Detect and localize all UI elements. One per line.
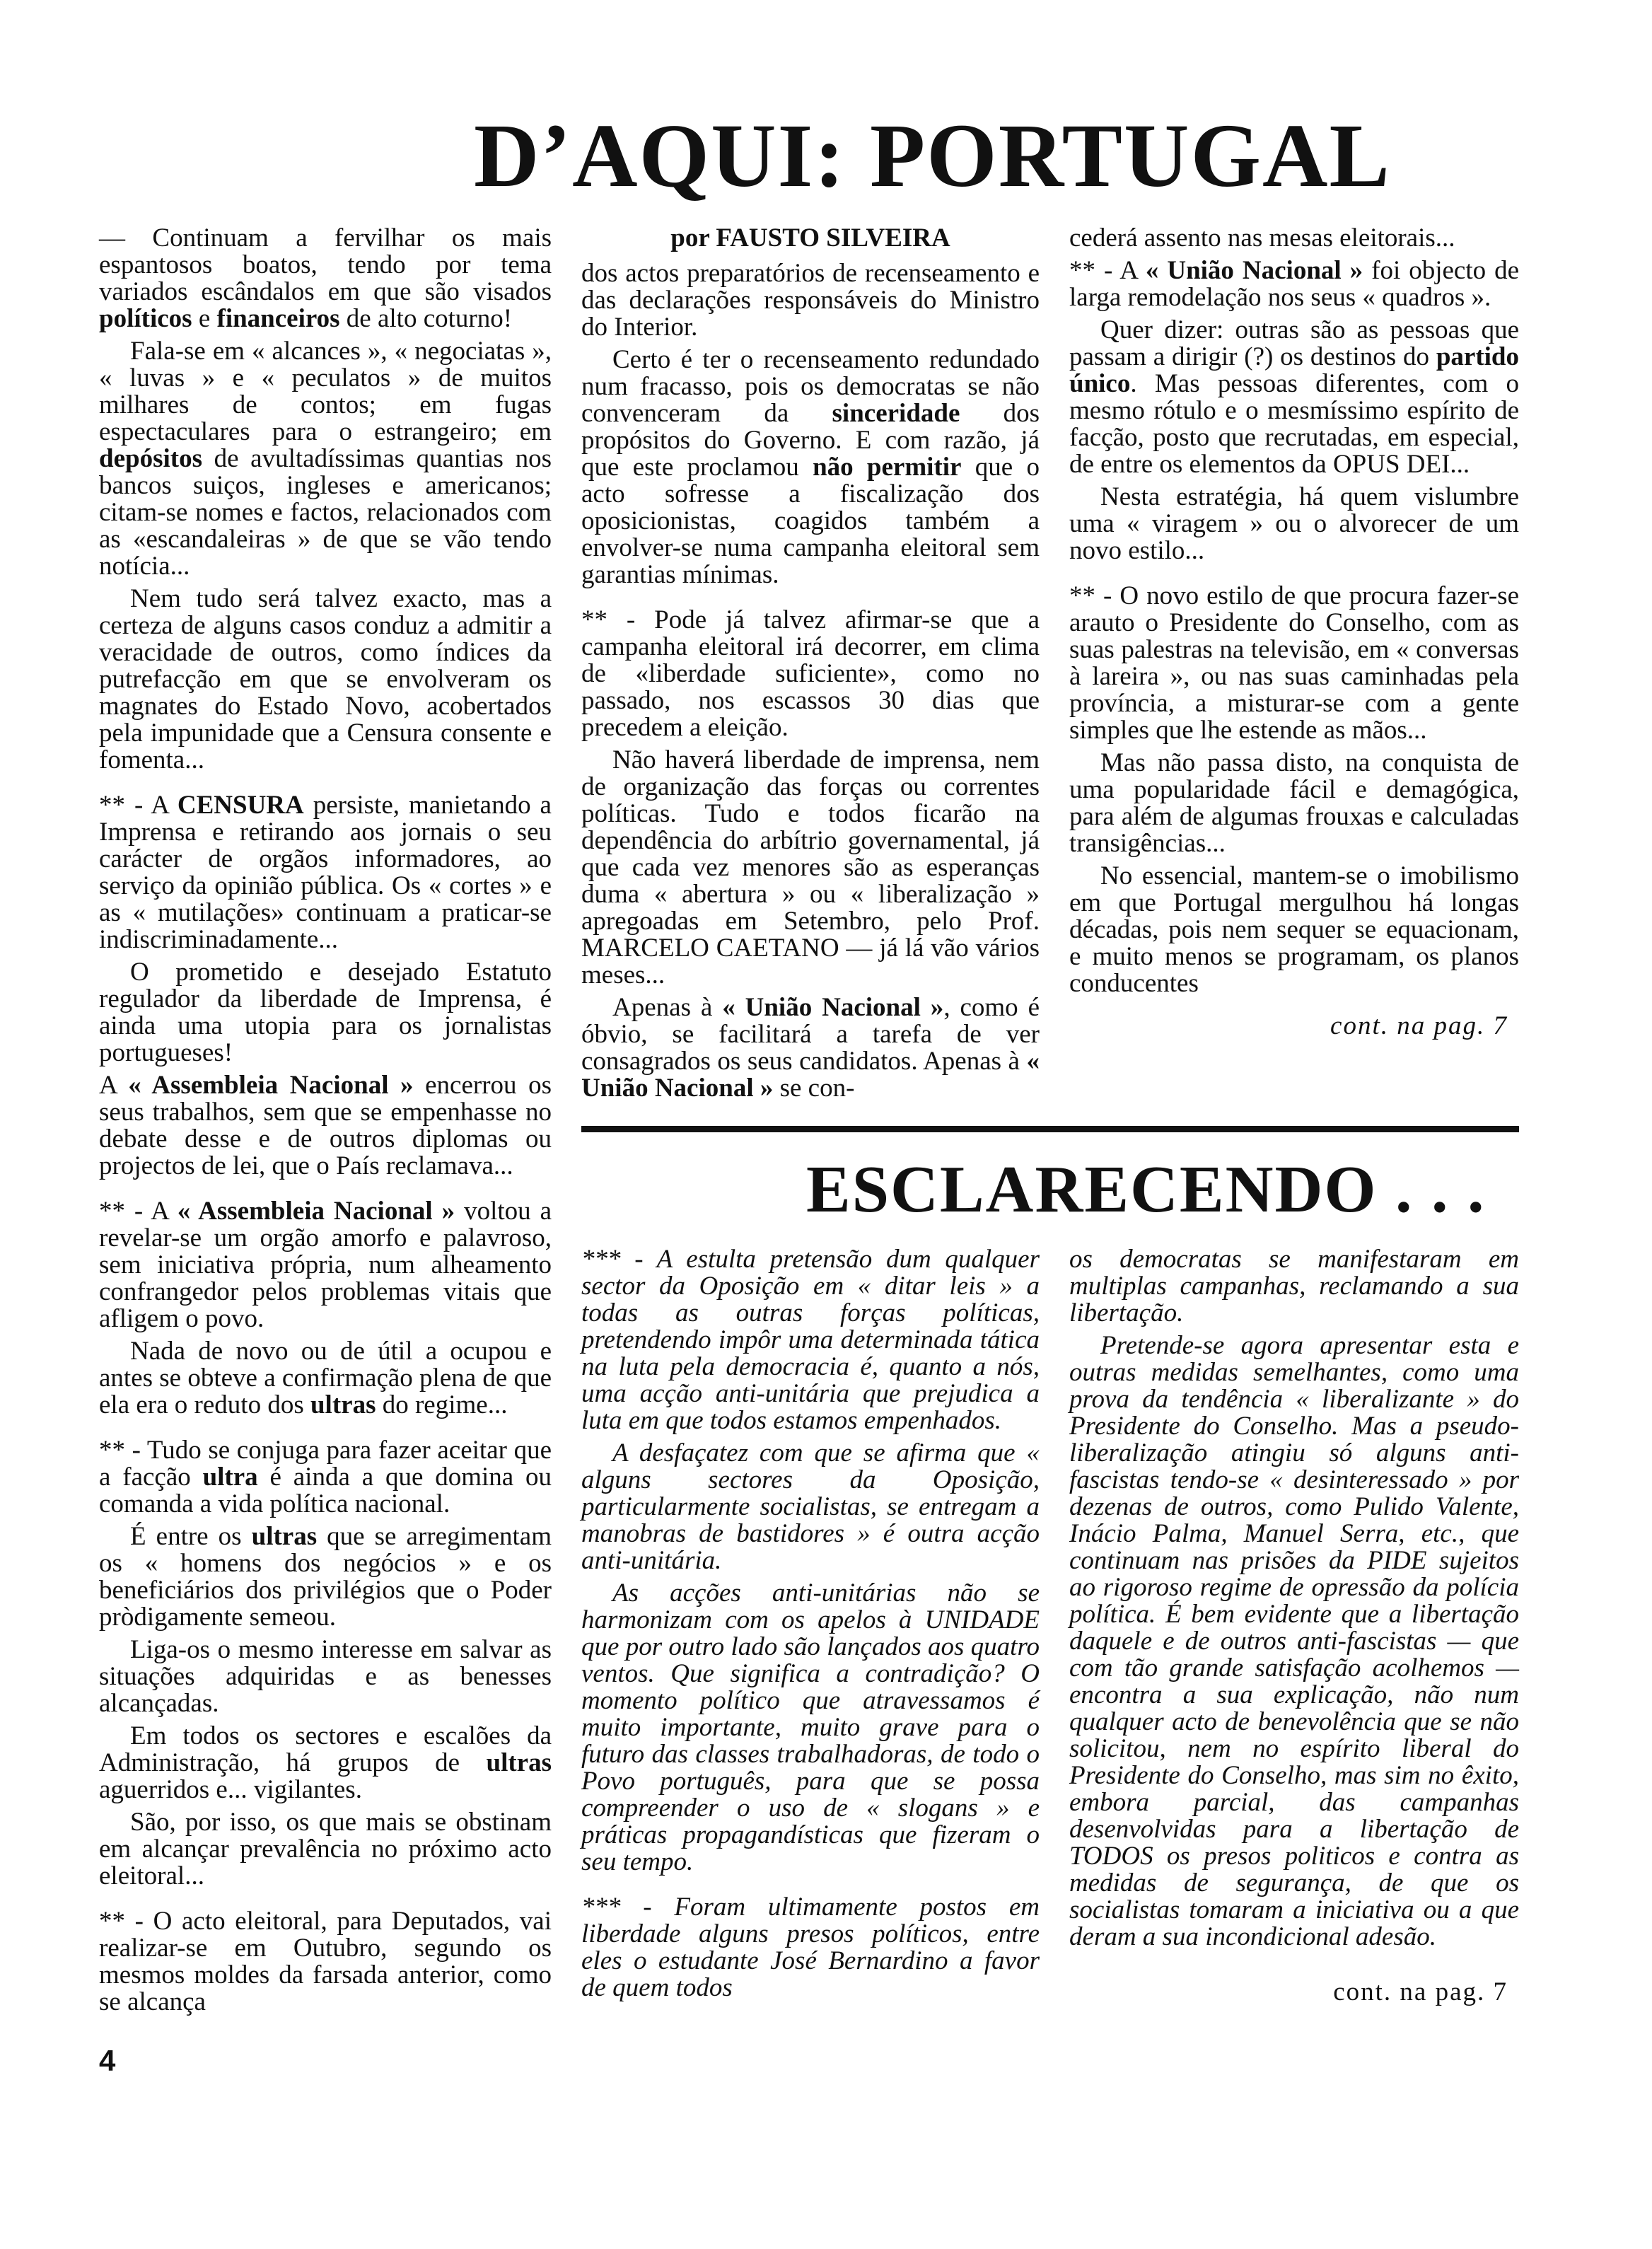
- paragraph: As acções anti-unitárias não se harmonizam com os apelos à UNIDADE que por outro lado são lançados aos quatro ventos. Que significa a contradição? O momento político que atravessamos é muito importante, muito grave para o futuro das classes trabalhadoras, de todo o Povo português, para que se possa compreender o uso de « slogans » e práticas propagandísticas que fizeram o seu tempo.: [581, 1579, 1040, 1876]
- paragraph: ** - A CENSURA persiste, manietando a Imprensa e retirando aos jornais o seu carácter de orgãos informadores, ao serviço da opinião pública. Os « cortes » e as « mutilações» continuam a praticar-se indiscriminadamente...: [99, 791, 552, 954]
- paragraph: Não haverá liberdade de imprensa, nem de organização das forças ou correntes políticas. Tudo e todos ficarão na dependência do arbítrio governamental, já que cada vez menores são as esperanças duma « abertura » ou « liberalização » apregoadas em Setembro, pelo Prof. MARCELO CAETANO — já lá vão vários meses...: [581, 745, 1040, 989]
- paragraph: Apenas à « União Nacional », como é óbvio, se facilitará a tarefa de ver consagrados os seus candidatos. Apenas à « União Nacional » se con-: [581, 993, 1040, 1103]
- paragraph: No essencial, mantem-se o imobilismo em que Portugal mergulhou há longas décadas, pois nem sequer se equacionam, e muito menos se programam, os planos conducentes: [1069, 861, 1519, 998]
- byline: por FAUSTO SILVEIRA: [670, 223, 950, 252]
- paragraph: Liga-os o mesmo interesse em salvar as situações adquiridas e as benesses alcançadas.: [99, 1635, 552, 1718]
- paragraph: O prometido e desejado Estatuto regulador da liberdade de Imprensa, é ainda uma utopia para os jornalistas portugueses!: [99, 958, 552, 1067]
- paragraph: ** - A « União Nacional » foi objecto de larga remodelação nos seus « quadros ».: [1069, 256, 1519, 312]
- article-column-1: [99, 225, 552, 2021]
- paragraph: Em todos os sectores e escalões da Administração, há grupos de ultras aguerridos e... vigilantes.: [99, 1721, 552, 1804]
- paragraph: Mas não passa disto, na conquista de uma popularidade fácil e demagógica, para além de algumas frouxas e calculadas transigências...: [1069, 748, 1519, 858]
- paragraph: São, por isso, os que mais se obstinam em alcançar prevalência no próximo acto eleitoral...: [99, 1808, 552, 1890]
- paragraph: cederá assento nas mesas eleitorais...: [1069, 223, 1455, 252]
- article-title-2: ESCLARECENDO . . .: [806, 1153, 1486, 1226]
- paragraph: Quer dizer: outras são as pessoas que passam a dirigir (?) os destinos do partido único. Mas pessoas diferentes, com o mesmo rótulo e o mesmíssimo espírito de facção, posto que recrutadas, em especial, de entre os elementos da OPUS DEI...: [1069, 315, 1519, 479]
- paragraph: A desfaçatez com que se afirma que « alguns sectores da Oposição, particularmente socialistas, se entregam a manobras de bastidores » é outra acção anti-unitária.: [581, 1439, 1040, 1575]
- paragraph: Fala-se em « alcances », « negociatas », « luvas » e « peculatos » de muitos milhares de contos; em fugas espectaculares para o estrangeiro; em depósitos de avultadíssimas quantias nos bancos suiços, ingleses e americanos; citam-se nomes e factos, relacionados com as «escandaleiras » de que se vão tendo notícia...: [99, 337, 552, 581]
- paragraph: A « Assembleia Nacional » encerrou os seus trabalhos, sem que se empenhasse no debate desse e de outros diplomas ou projectos de lei, que o País reclamava...: [99, 1071, 552, 1180]
- article-column-3: [1069, 225, 1519, 1045]
- paragraph: Pretende-se agora apresentar esta e outras medidas semelhantes, como uma prova da tendência « liberalizante » do Presidente do Conselho. Mas a pseudo-liberalização atingiu só alguns anti-fascistas tendo-se « desinteressado » por dezenas de outros, como Pulido Valente, Inácio Palma, Manuel Serra, etc., que continuam nas prisões da PIDE sujeitos ao rigoroso regime de opressão da polícia política. É bem evidente que a libertação daquele e de outros anti-fascistas — que com tão grande satisfação acolhemos — encontra a sua explicação, não num qualquer acto de benevolência que se não solicitou, nem no espírito liberal do Presidente do Conselho, mas sim no êxito, embora parcial, das campanhas desenvolvidas para a libertação de TODOS os presos politicos e contra as medidas de segurança, de que os socialistas tomaram a iniciativa ou a que deram a sua incondicional adesão.: [1069, 1331, 1519, 1951]
- paragraph: Certo é ter o recenseamento redundado num fracasso, pois os democratas se não convenceram da sinceridade dos propósitos do Governo. E com razão, já que este proclamou não permitir que o acto sofresse a fiscalização dos oposicionistas, coagidos também a envolver-se numa campanha eleitoral sem garantias mínimas.: [581, 345, 1040, 589]
- continued-note: cont. na pag. 7: [1330, 1011, 1508, 1040]
- paragraph: ** - O novo estilo de que procura fazer-se arauto o Presidente do Conselho, com as suas palestras na televisão, em « conversas à lareira », ou nas suas caminhadas pela província, a misturar-se com a gente simples que lhe estende as mãos...: [1069, 581, 1519, 745]
- paragraph: — Continuam a fervilhar os mais espantosos boatos, tendo por tema variados escândalos em que são visados políticos e financeiros de alto coturno!: [99, 223, 552, 333]
- continued-note: cont. na pag. 7: [1333, 1977, 1508, 2006]
- article2-column-2: [1069, 1246, 1519, 2011]
- paragraph: Nesta estratégia, há quem vislumbre uma « viragem » ou o alvorecer de um novo estilo...: [1069, 482, 1519, 565]
- paragraph: ** - Pode já talvez afirmar-se que a campanha eleitoral irá decorrer, em clima de «liberdade suficiente», como no passado, nos escassos 30 dias que precedem a eleição.: [581, 605, 1040, 742]
- paragraph: Nem tudo será talvez exacto, mas a certeza de alguns casos conduz a admitir a veracidade de outros, como índices da putrefacção em que se envolveram os magnates do Estado Novo, acobertados pela impunidade que a Censura consente e fomenta...: [99, 584, 552, 774]
- article-title: D’AQUI: PORTUGAL: [474, 105, 1391, 206]
- section-divider: [581, 1126, 1519, 1132]
- paragraph: ** - A « Assembleia Nacional » voltou a revelar-se um orgão amorfo e palavroso, sem iniciativa própria, num alheamento confrangedor pelos problemas vitais que afligem o povo.: [99, 1197, 552, 1333]
- paragraph: ** - O acto eleitoral, para Deputados, vai realizar-se em Outubro, segundo os mesmos moldes da farsada anterior, como se alcança: [99, 1907, 552, 2016]
- paragraph: ** - Tudo se conjuga para fazer aceitar que a facção ultra é ainda a que domina ou comanda a vida política nacional.: [99, 1436, 552, 1518]
- article2-column-1: [581, 1246, 1040, 2007]
- paragraph: É entre os ultras que se arregimentam os « homens dos negócios » e os beneficiários dos privilégios que o Poder pròdigamente semeou.: [99, 1522, 552, 1632]
- paragraph: Nada de novo ou de útil a ocupou e antes se obteve a confirmação plena de que ela era o reduto dos ultras do regime...: [99, 1337, 552, 1419]
- paragraph: dos actos preparatórios de recenseamento e das declarações responsáveis do Ministro do Interior.: [581, 259, 1040, 342]
- article-column-2: [581, 225, 1040, 1108]
- page-number: 4: [99, 2044, 116, 2077]
- paragraph: os democratas se manifestaram em multiplas campanhas, reclamando a sua libertação.: [1069, 1245, 1519, 1327]
- paragraph: *** - A estulta pretensão dum qualquer sector da Oposição em « ditar leis » a todas as outras forças políticas, pretendendo impôr uma determinada tática na luta pela democracia é, quanto a nós, uma acção anti-unitária que prejudica a luta em que todos estamos empenhados.: [581, 1245, 1040, 1435]
- paragraph: *** - Foram ultimamente postos em liberdade alguns presos políticos, entre eles o estudante José Bernardino a favor de quem todos: [581, 1893, 1040, 2002]
